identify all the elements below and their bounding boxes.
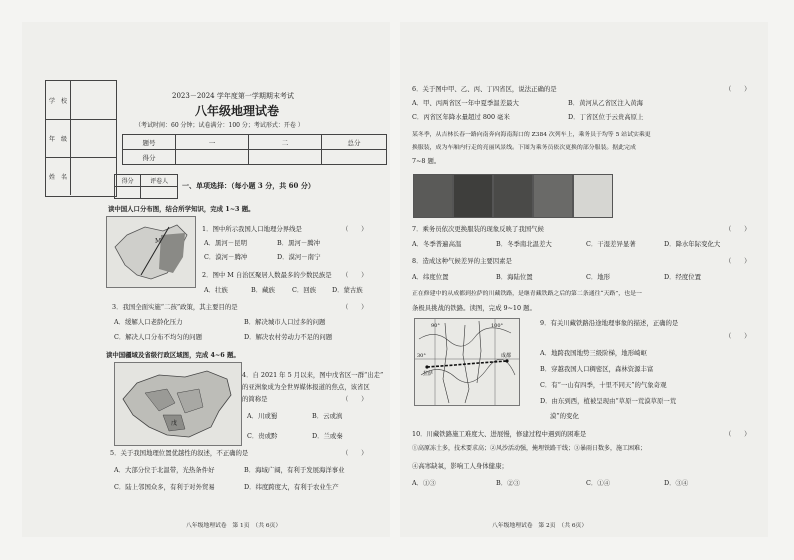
railway-map-graphic (415, 319, 519, 405)
q1-option-a[interactable]: A．黑河－昆明 (204, 239, 247, 247)
q9-option-d-continued: 漠”的变化 (550, 412, 579, 420)
map-m-label: M (155, 238, 162, 245)
q6-option-c[interactable]: C．丙省区年降水量超过 800 毫米 (412, 113, 510, 121)
exam-title: 2023－2024 学年度第一学期期末考试 (172, 92, 294, 100)
question-2-paren: （ ） (342, 271, 368, 279)
score-header-part1: 一 (176, 135, 249, 150)
q5-option-b[interactable]: B．海域广阔，有利于发展海洋事业 (244, 466, 345, 474)
q1-option-d[interactable]: D．漠河－南宁 (277, 253, 321, 261)
school-label: 学 校 (46, 81, 71, 119)
uniform-photo-5 (573, 174, 613, 218)
q9-option-d[interactable]: D．由东到西，植被呈现由“草原一荒漠草原一荒 (540, 397, 677, 405)
section-heading: 一、单项选择：（每小题 3 分，共 60 分） (182, 181, 315, 190)
grader-cell[interactable] (115, 187, 141, 199)
q1-option-c[interactable]: C．漠河－腾冲 (204, 253, 248, 261)
q6-option-a[interactable]: A．甲、丙两省区一年中夏季温差最大 (412, 99, 519, 107)
question-8: 8．造成这种气候差异的主要因素是 (412, 257, 512, 265)
passage-1-line2: 换服装，成为车厢内行走的亮丽风景线。下图为乘务员依次更换的部分服装。据此完成 (412, 145, 636, 151)
q4-option-d[interactable]: D．兰或秦 (312, 432, 343, 440)
score-header-part2: 二 (249, 135, 322, 150)
question-1: 1．图中所示我国人口地理分界线是 (202, 225, 302, 233)
q7-option-a[interactable]: A．冬季普遍高温 (412, 240, 462, 248)
score-cell[interactable] (249, 150, 322, 165)
q8-option-a[interactable]: A．纬度位置 (412, 273, 449, 281)
passage-2-line1: 正在修建中的从成都到拉萨的川藏铁路，是继青藏铁路之后的第二条通往“天路”，也是一 (412, 291, 642, 297)
q10-option-a[interactable]: A．①③ (412, 479, 436, 487)
map-lat-30: 30° (417, 353, 426, 359)
name-row (46, 157, 116, 195)
uniform-photo-4 (533, 174, 573, 218)
question-9: 9．有关川藏铁路沿途地理事象的描述，正确的是 (540, 319, 679, 327)
question-5: 5．关于我国地理位置优越性的叙述，不正确的是 (110, 449, 249, 457)
score-table (122, 134, 387, 165)
exam-page-1 (22, 22, 390, 537)
q2-option-b[interactable]: B．藏族 (251, 286, 275, 294)
score-cell[interactable] (322, 150, 387, 165)
province-map-graphic (115, 363, 241, 445)
railway-map (414, 318, 520, 406)
q7-option-d[interactable]: D．降水年际变化大 (664, 240, 721, 248)
grader-name-label: 评卷人 (141, 175, 178, 187)
uniform-photo-2 (453, 174, 493, 218)
q9-option-a[interactable]: A．地跨我国地势三级阶梯，地形崎岖 (540, 349, 647, 357)
school-row (46, 81, 116, 120)
map-lon-100: 100° (491, 323, 504, 329)
question-10: 10．川藏铁路施工难度大、进展慢，修建过程中遇到的困难是 (412, 430, 587, 438)
q4-option-b[interactable]: B．云或滇 (312, 412, 343, 420)
q3-option-c[interactable]: C．解决人口分布不均匀的问题 (114, 333, 202, 341)
question-4-line1: 4．自 2021 年 5 月以来，图中戊省区一群“出走” (242, 371, 384, 379)
q6-option-d[interactable]: D．丁省区位于云贵高原上 (568, 113, 644, 121)
q4-option-c[interactable]: C．贵或黔 (247, 432, 278, 440)
q10-option-b[interactable]: B．②③ (496, 479, 520, 487)
map-lon-90: 90° (431, 323, 440, 329)
q6-option-b[interactable]: B．黄河从乙省区注入黄海 (568, 99, 643, 107)
q9-option-c[interactable]: C．有“一山有四季，十里不同天”的气象奇观 (540, 381, 667, 389)
province-map (114, 362, 242, 446)
q3-option-d[interactable]: D．解决农村劳动力不足的问题 (244, 333, 333, 341)
question-9-paren: （ ） (725, 332, 751, 340)
question-6: 6．关于图中甲、乙、丙、丁四省区，说法正确的是 (412, 85, 557, 93)
question-4-line3: 的简称是 (242, 395, 268, 403)
q1-option-b[interactable]: B．黑河－腾冲 (277, 239, 321, 247)
question-8-paren: （ ） (725, 257, 751, 265)
question-7-paren: （ ） (725, 225, 751, 233)
passage-1-line1: 某冬季，从吉林长春一路向南奔向海南海口的 Z384 次列车上，乘务员于均等 5 站试实乘更 (412, 132, 651, 138)
q5-option-c[interactable]: C．陆上邻国众多，有利于对外贸易 (114, 483, 215, 491)
grader-table (114, 174, 178, 199)
grade-label: 年 级 (46, 119, 71, 157)
map-e-label: 戊 (171, 420, 178, 427)
exam-info: （考试时间：60 分钟；试卷满分：100 分；考试形式：开卷 ） (135, 122, 304, 129)
map-city-lhasa: 拉萨 (423, 371, 434, 377)
exam-page-2 (400, 22, 768, 537)
name-label: 姓 名 (46, 157, 71, 195)
intro-1-3: 读中国人口分布图，结合所学知识，完成 1~3 题。 (108, 205, 255, 213)
question-4-paren: （ ） (342, 395, 368, 403)
q2-option-d[interactable]: D．蒙古族 (332, 286, 363, 294)
grader-score-label: 得分 (115, 175, 141, 187)
question-4-line2: 的亚洲象成为全世界媒体报道的焦点，该省区 (242, 383, 370, 391)
question-3: 3．我国全面实施“二孩”政策，其主要目的是 (112, 303, 238, 311)
question-1-paren: （ ） (342, 225, 368, 233)
grader-cell[interactable] (141, 187, 178, 199)
page-footer: 八年级地理试卷 第 2页 （共 6页） (492, 523, 588, 529)
question-7: 7．乘务员依次更换服装的现象反映了我国气候 (412, 225, 544, 233)
grade-row (46, 119, 116, 158)
question-6-paren: （ ） (725, 85, 751, 93)
question-3-paren: （ ） (342, 303, 368, 311)
score-row-label: 得分 (123, 150, 176, 165)
uniform-photo-1 (413, 174, 453, 218)
page-footer: 八年级地理试卷 第 1页 （共 6页） (186, 523, 282, 529)
q3-option-b[interactable]: B．解决城市人口过多的问题 (244, 318, 326, 326)
question-2: 2．图中 M 自治区聚居人数最多的少数民族是 (202, 271, 332, 279)
score-header-total: 总分 (322, 135, 387, 150)
population-map (106, 216, 196, 288)
q8-option-c[interactable]: C．地形 (586, 273, 611, 281)
passage-2-line2: 条极具挑战的铁路。读图，完成 9~10 题。 (412, 304, 536, 312)
q9-option-b[interactable]: B．穿越我国人口稠密区，森林资源丰富 (540, 365, 654, 373)
q5-option-a[interactable]: A．大部分位于北温带，光热条件好 (114, 466, 215, 474)
q3-option-a[interactable]: A．缓解人口老龄化压力 (114, 318, 183, 326)
q7-option-b[interactable]: B．冬季南北温差大 (496, 240, 552, 248)
q5-option-d[interactable]: D．纬度跨度大，有利于农业生产 (244, 483, 339, 491)
student-info-box (45, 80, 117, 197)
question-5-paren: （ ） (342, 449, 368, 457)
intro-4-6: 读中国疆域及省级行政区域图，完成 4~6 题。 (106, 351, 240, 359)
q10-items-line2: ④高寒缺氧，影响工人身体健康； (412, 462, 508, 470)
map-city-chengdu: 成都 (501, 353, 512, 359)
q2-option-c[interactable]: C．回族 (292, 286, 317, 294)
score-header-number: 题号 (123, 135, 176, 150)
population-map-graphic (107, 217, 195, 287)
q2-option-a[interactable]: A．壮族 (204, 286, 228, 294)
question-10-paren: （ ） (725, 430, 751, 438)
score-cell[interactable] (176, 150, 249, 165)
uniform-photo-3 (493, 174, 533, 218)
q8-option-d[interactable]: D．经度位置 (664, 273, 702, 281)
passage-1-line3: 7~8 题。 (412, 157, 441, 165)
q10-option-c[interactable]: C．①④ (586, 479, 611, 487)
q8-option-b[interactable]: B．海陆位置 (496, 273, 533, 281)
q10-items-line1: ①高原冻土多，技术要求高；②风沙活动强，掩埋铁路干线；③暴雨日数多，施工困难； (412, 445, 647, 452)
q4-option-a[interactable]: A．川或蜀 (247, 412, 278, 420)
subject-title: 八年级地理试卷 (195, 104, 280, 118)
q7-option-c[interactable]: C．干湿差异显著 (586, 240, 636, 248)
q10-option-d[interactable]: D．③④ (664, 479, 689, 487)
